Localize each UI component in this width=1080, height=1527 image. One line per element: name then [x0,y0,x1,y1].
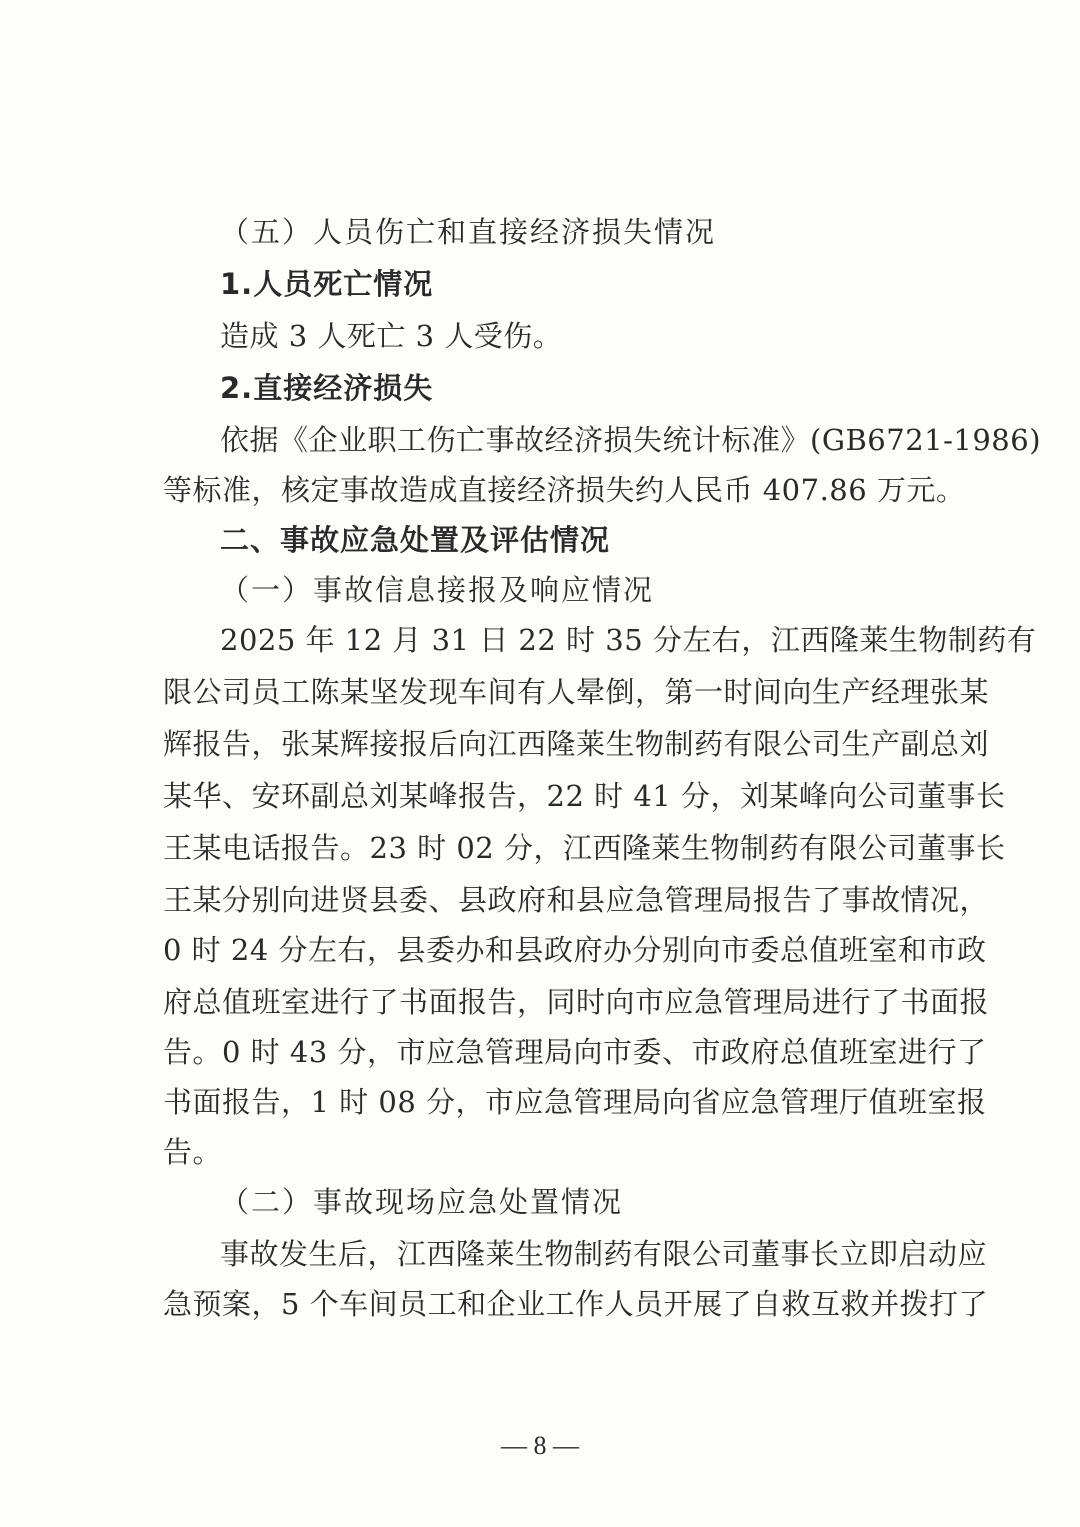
onsite-line-2: 急预案，5 个车间员工和企业工作人员开展了自救互救并拨打了 [163,1287,989,1321]
reporting-line-8: 府总值班室进行了书面报告，同时向市应急管理局进行了书面报 [163,985,990,1019]
section-heading-casualties: （五）人员伤亡和直接经济损失情况 [220,215,717,249]
reporting-line-10: 书面报告，1 时 08 分，市应急管理局向省应急管理厅值班室报 [163,1085,987,1119]
deaths-text: 造成 3 人死亡 3 人受伤。 [220,319,563,353]
reporting-line-5: 王某电话报告。23 时 02 分，江西隆莱生物制药有限公司董事长 [163,831,1006,865]
economic-loss-line-2: 等标准，核定事故造成直接经济损失约人民币 407.86 万元。 [163,473,966,507]
subsection-heading-onsite-response: （二）事故现场应急处置情况 [220,1185,624,1219]
subsection-heading-reporting: （一）事故信息接报及响应情况 [220,573,655,607]
subheading-deaths: 1.人员死亡情况 [220,267,434,301]
reporting-line-1: 2025 年 12 月 31 日 22 时 35 分左右，江西隆莱生物制药有 [220,623,1037,657]
section-heading-emergency: 二、事故应急处置及评估情况 [220,523,611,557]
economic-loss-line-1: 依据《企业职工伤亡事故经济损失统计标准》(GB6721-1986) [220,423,1042,457]
onsite-line-1: 事故发生后，江西隆莱生物制药有限公司董事长立即启动应 [220,1237,988,1271]
reporting-line-2: 限公司员工陈某坚发现车间有人晕倒，第一时间向生产经理张某 [163,675,990,709]
reporting-line-3: 辉报告，张某辉接报后向江西隆莱生物制药有限公司生产副总刘 [163,727,990,761]
reporting-line-4: 某华、安环副总刘某峰报告，22 时 41 分，刘某峰向公司董事长 [163,779,1006,813]
page-number: — 8 — [501,1431,579,1460]
reporting-line-11: 告。 [163,1135,223,1169]
reporting-line-7: 0 时 24 分左右，县委办和县政府办分别向市委总值班室和市政 [163,933,987,967]
reporting-line-9: 告。0 时 43 分，市应急管理局向市委、市政府总值班室进行了 [163,1035,987,1069]
subheading-economic-loss: 2.直接经济损失 [220,371,434,405]
reporting-line-6: 王某分别向进贤县委、县政府和县应急管理局报告了事故情况， [163,883,990,917]
